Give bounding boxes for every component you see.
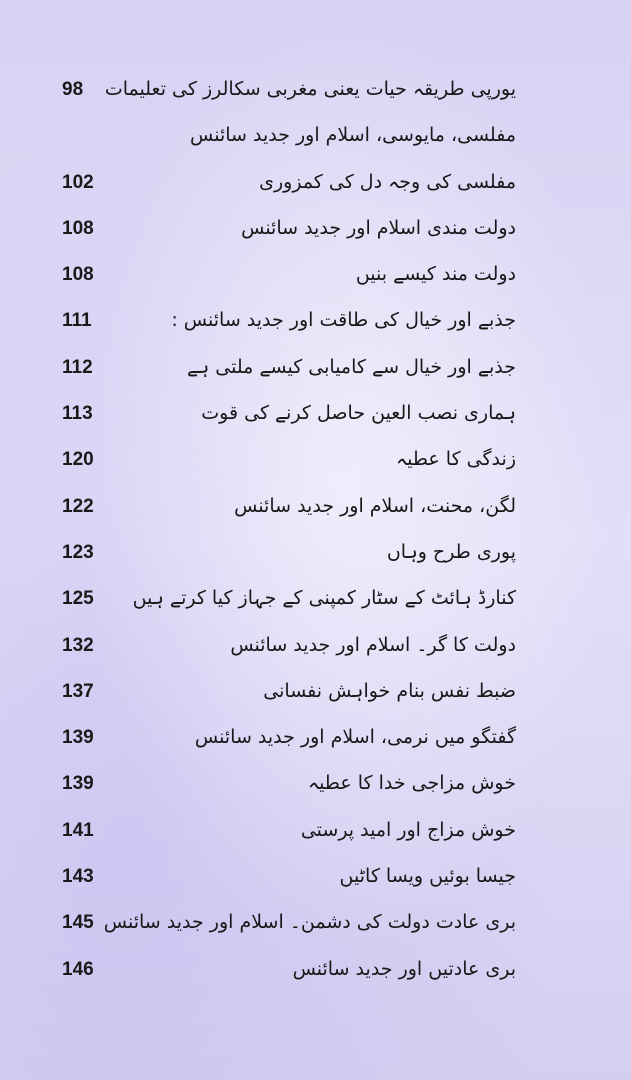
toc-entry (0, 257, 631, 303)
toc-entry (0, 952, 631, 998)
toc-entry (0, 628, 631, 674)
toc-entry-title: خوش مزاج اور امید پرستی (300, 818, 516, 841)
toc-entry-title: مفلسی کی وجہ دل کی کمزوری (259, 170, 516, 193)
toc-entry-title: خوش مزاجی خدا کا عطیہ (307, 772, 516, 795)
toc-entry-page: 120 (62, 449, 94, 471)
toc-entry-page: 139 (62, 773, 94, 795)
toc-entry-title: جذبے اور خیال سے کامیابی کیسے ملتی ہے (187, 355, 516, 378)
toc-entry-page: 137 (62, 680, 94, 702)
toc-entry-page: 122 (62, 495, 94, 517)
toc-entry (0, 813, 631, 859)
toc-entry-title: یورپی طریقہ حیات یعنی مغربی سکالرز کی تعلیمات (104, 78, 516, 100)
toc-entry-page: 123 (62, 541, 94, 563)
toc-entry-page: 145 (62, 912, 94, 934)
toc-entry (0, 350, 631, 396)
toc-entry-page: 108 (62, 217, 94, 239)
toc-entry (0, 211, 631, 257)
toc-entry (0, 905, 631, 951)
toc-entry (0, 674, 631, 720)
toc-entry-title: بری عادت دولت کی دشمن۔ اسلام اور جدید سائنس (103, 911, 516, 934)
toc-entry-page: 112 (62, 356, 93, 378)
toc-entry-page: 141 (62, 819, 94, 841)
toc-entry (0, 766, 631, 812)
toc-entry-page: 132 (62, 634, 94, 656)
toc-entry-title: ہماری نصب العین حاصل کرنے کی قوت (201, 402, 516, 425)
toc-entry (0, 581, 631, 627)
toc-entry-page: 113 (62, 403, 93, 425)
toc-entry-title: ضبط نفس بنام خواہش نفسانی (263, 679, 516, 702)
toc-entry-title: جیسا بوئیں ویسا کاٹیں (339, 865, 516, 888)
toc-entry (0, 442, 631, 488)
toc-entry-page: 125 (62, 588, 94, 610)
table-of-contents (0, 72, 631, 998)
toc-entry (0, 720, 631, 766)
toc-entry (0, 72, 631, 118)
toc-entry (0, 165, 631, 211)
toc-entry-page: 98 (62, 79, 84, 100)
toc-entry-page: 111 (62, 310, 92, 332)
toc-entry (0, 303, 631, 349)
toc-entry-page: 108 (62, 264, 94, 286)
toc-entry-title: بری عادتیں اور جدید سائنس (292, 957, 516, 980)
toc-entry (0, 535, 631, 581)
toc-entry-title: مفلسی، مایوسی، اسلام اور جدید سائنس (189, 124, 516, 147)
toc-entry-page: 139 (62, 727, 94, 749)
toc-entry-page: 102 (62, 171, 94, 193)
toc-entry-title: زندگی کا عطیہ (395, 448, 516, 471)
toc-entry-title: دولت کا گر۔ اسلام اور جدید سائنس (230, 633, 516, 656)
toc-entry-title: پوری طرح وہاں (386, 540, 516, 563)
toc-entry (0, 396, 631, 442)
toc-entry (0, 489, 631, 535)
toc-entry-title: کنارڈ ہائٹ کے سٹار کمپنی کے جہاز کیا کرتے ہیں (132, 587, 516, 610)
toc-entry-title: گفتگو میں نرمی، اسلام اور جدید سائنس (194, 726, 516, 749)
toc-entry-page: 146 (62, 958, 94, 980)
toc-entry-title: دولت مند کیسے بنیں (355, 263, 516, 286)
toc-entry-page: 143 (62, 866, 94, 888)
toc-entry-title: دولت مندی اسلام اور جدید سائنس (241, 216, 516, 239)
toc-entry-title: لگن، محنت، اسلام اور جدید سائنس (234, 494, 516, 517)
toc-entry (0, 118, 631, 164)
toc-entry-title: جذبے اور خیال کی طاقت اور جدید سائنس : (171, 309, 516, 332)
toc-entry (0, 859, 631, 905)
